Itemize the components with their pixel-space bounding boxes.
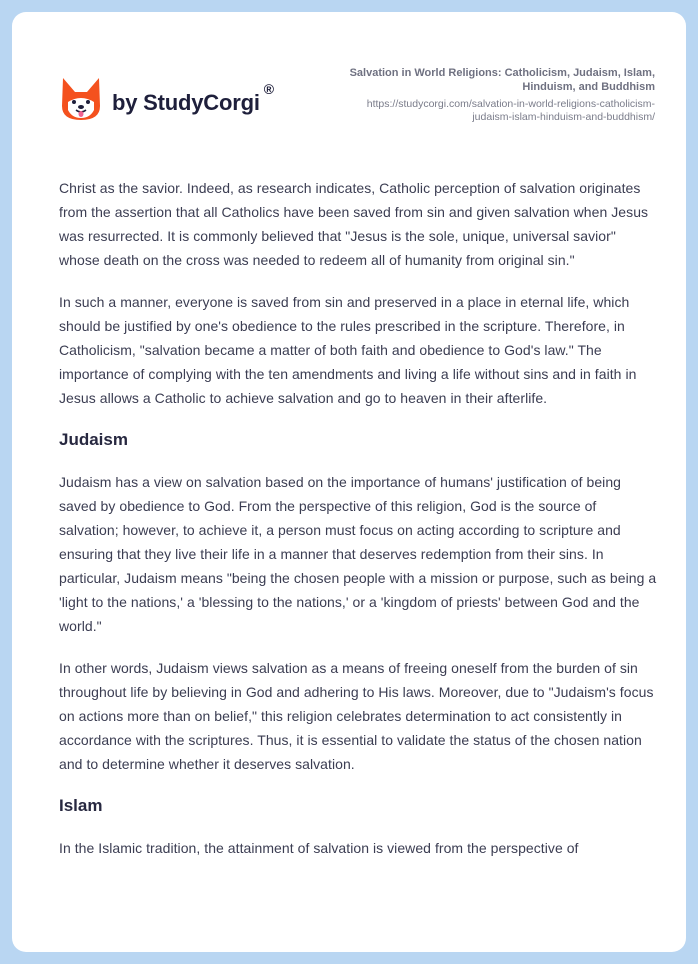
document-url[interactable]: https://studycorgi.com/salvation-in-world-religions-catholicism-judaism-islam-hinduism-and-buddhism/ <box>366 98 655 123</box>
paragraph: In other words, Judaism views salvation as a means of freeing oneself from the burden of sin throughout life by believing in God and adhering to His laws. Moreover, due to "Judaism's focus on actions more than on belief," this religion celebrates determination to act consistently in accordance with the scriptures. Thus, it is essential to validate the status of the chosen nation and to determine whether it deserves salvation. <box>59 660 654 772</box>
article-body <box>59 176 659 878</box>
logo-text: by StudyCorgi <box>112 90 260 115</box>
corgi-icon <box>60 76 102 122</box>
studycorgi-logo[interactable] <box>60 76 274 122</box>
registered-mark: ® <box>263 81 275 97</box>
section-heading-islam: Islam <box>59 796 103 815</box>
section-heading-judaism: Judaism <box>59 430 128 449</box>
document-page <box>12 12 686 952</box>
paragraph: Christ as the savior. Indeed, as research indicates, Catholic perception of salvation originates from the assertion that all Catholics have been saved from sin and given salvation when Jesus was resurrected. It is commonly believed that "Jesus is the sole, unique, universal savior" whose death on the cross was needed to redeem all of humanity from original sin." <box>59 180 649 268</box>
paragraph: In the Islamic tradition, the attainment of salvation is viewed from the perspective of <box>59 840 579 856</box>
paragraph: Judaism has a view on salvation based on the importance of humans' justification of being saved by obedience to God. From the perspective of this religion, God is the source of salvation; however, to achieve it, a person must focus on acting according to scripture and ensuring that they live their life in a manner that deserves redemption from their sins. In particular, Judaism means "being the chosen people with a mission or purpose, such as being a 'light to the nations,' a 'blessing to the nations,' or a 'kingdom of priests' between God and the world." <box>59 474 657 634</box>
document-title: Salvation in World Religions: Catholicism, Judaism, Islam, Hinduism, and Buddhism <box>349 67 655 93</box>
paragraph: In such a manner, everyone is saved from sin and preserved in a place in eternal life, which should be justified by one's obedience to the rules prescribed in the scripture. Therefore, in Catholicism, "salvation became a matter of both faith and obedience to God's law." The importance of complying with the ten amendments and living a life without sins and in faith in Jesus allows a Catholic to achieve salvation and go to heaven in their afterlife. <box>59 294 637 406</box>
page-header <box>12 12 686 152</box>
document-meta <box>335 66 655 124</box>
